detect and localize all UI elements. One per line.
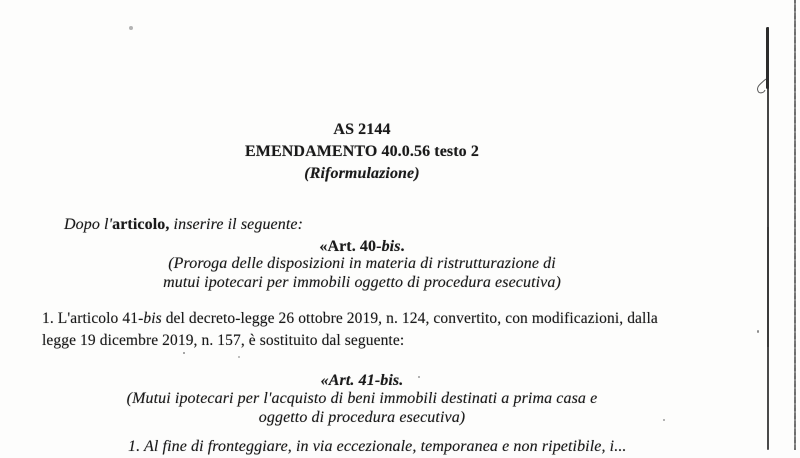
scan-speck: [663, 419, 665, 421]
article-40bis-rubric: [42, 255, 682, 292]
amendment-title: EMENDAMENTO 40.0.56 testo 2: [245, 143, 479, 160]
instruction-line: [64, 214, 303, 236]
act-number: AS 2144: [333, 121, 391, 138]
article-41bis-heading: «Art. 41-bis.: [320, 372, 404, 389]
body-paragraph-1-line2: legge 19 dicembre 2019, n. 157, è sostituito dal seguente:: [42, 332, 405, 349]
article-40bis-heading-dot: .: [400, 238, 405, 255]
paragraph-1-text-cont: del decreto-legge 26 ottobre 2019, n. 124, convertito, con modificazioni, dalla: [161, 310, 658, 327]
paragraph-1-text: 1. L'articolo 41-: [42, 310, 144, 327]
body-paragraph-1: [42, 308, 748, 352]
article-40bis-rubric-line1: (Proroga delle disposizioni in materia di ristrutturazione di: [168, 255, 556, 272]
article-41bis-rubric: [42, 389, 682, 427]
article-40bis-heading-bis: bis: [381, 238, 401, 255]
article-41bis-rubric-line2: oggetto di procedura esecutiva): [258, 409, 466, 426]
article-41bis-rubric-line1: (Mutui ipotecari per l'acquisto di beni immobili destinati a prima casa e: [126, 390, 598, 407]
scan-speck: [418, 376, 420, 378]
body-paragraph-1-line1: [42, 308, 748, 330]
paragraph-1-bis: bis: [143, 310, 162, 327]
instruction-rest: inserire il seguente:: [169, 216, 304, 233]
article-40bis-heading-prefix: «Art. 40-: [319, 238, 382, 255]
document-header: [42, 119, 682, 185]
scan-hook-mark: [754, 78, 768, 96]
scan-speck: [129, 26, 133, 30]
clipped-paragraph: 1. Al fine di fronteggiare, in via eccezionale, temporanea e non ripetibile, i...: [128, 438, 627, 455]
article-40bis-rubric-line2: mutui ipotecari per immobili oggetto di procedura esecutiva): [163, 273, 561, 291]
reformulation-label: (Riformulazione): [304, 165, 420, 182]
scan-line-edge: [794, 0, 796, 450]
scan-speck: [238, 356, 240, 358]
scan-speck: [183, 352, 185, 354]
instruction-lead: Dopo l': [64, 216, 113, 233]
scan-speck: [757, 330, 759, 333]
instruction-emphasis: articolo,: [112, 216, 170, 233]
